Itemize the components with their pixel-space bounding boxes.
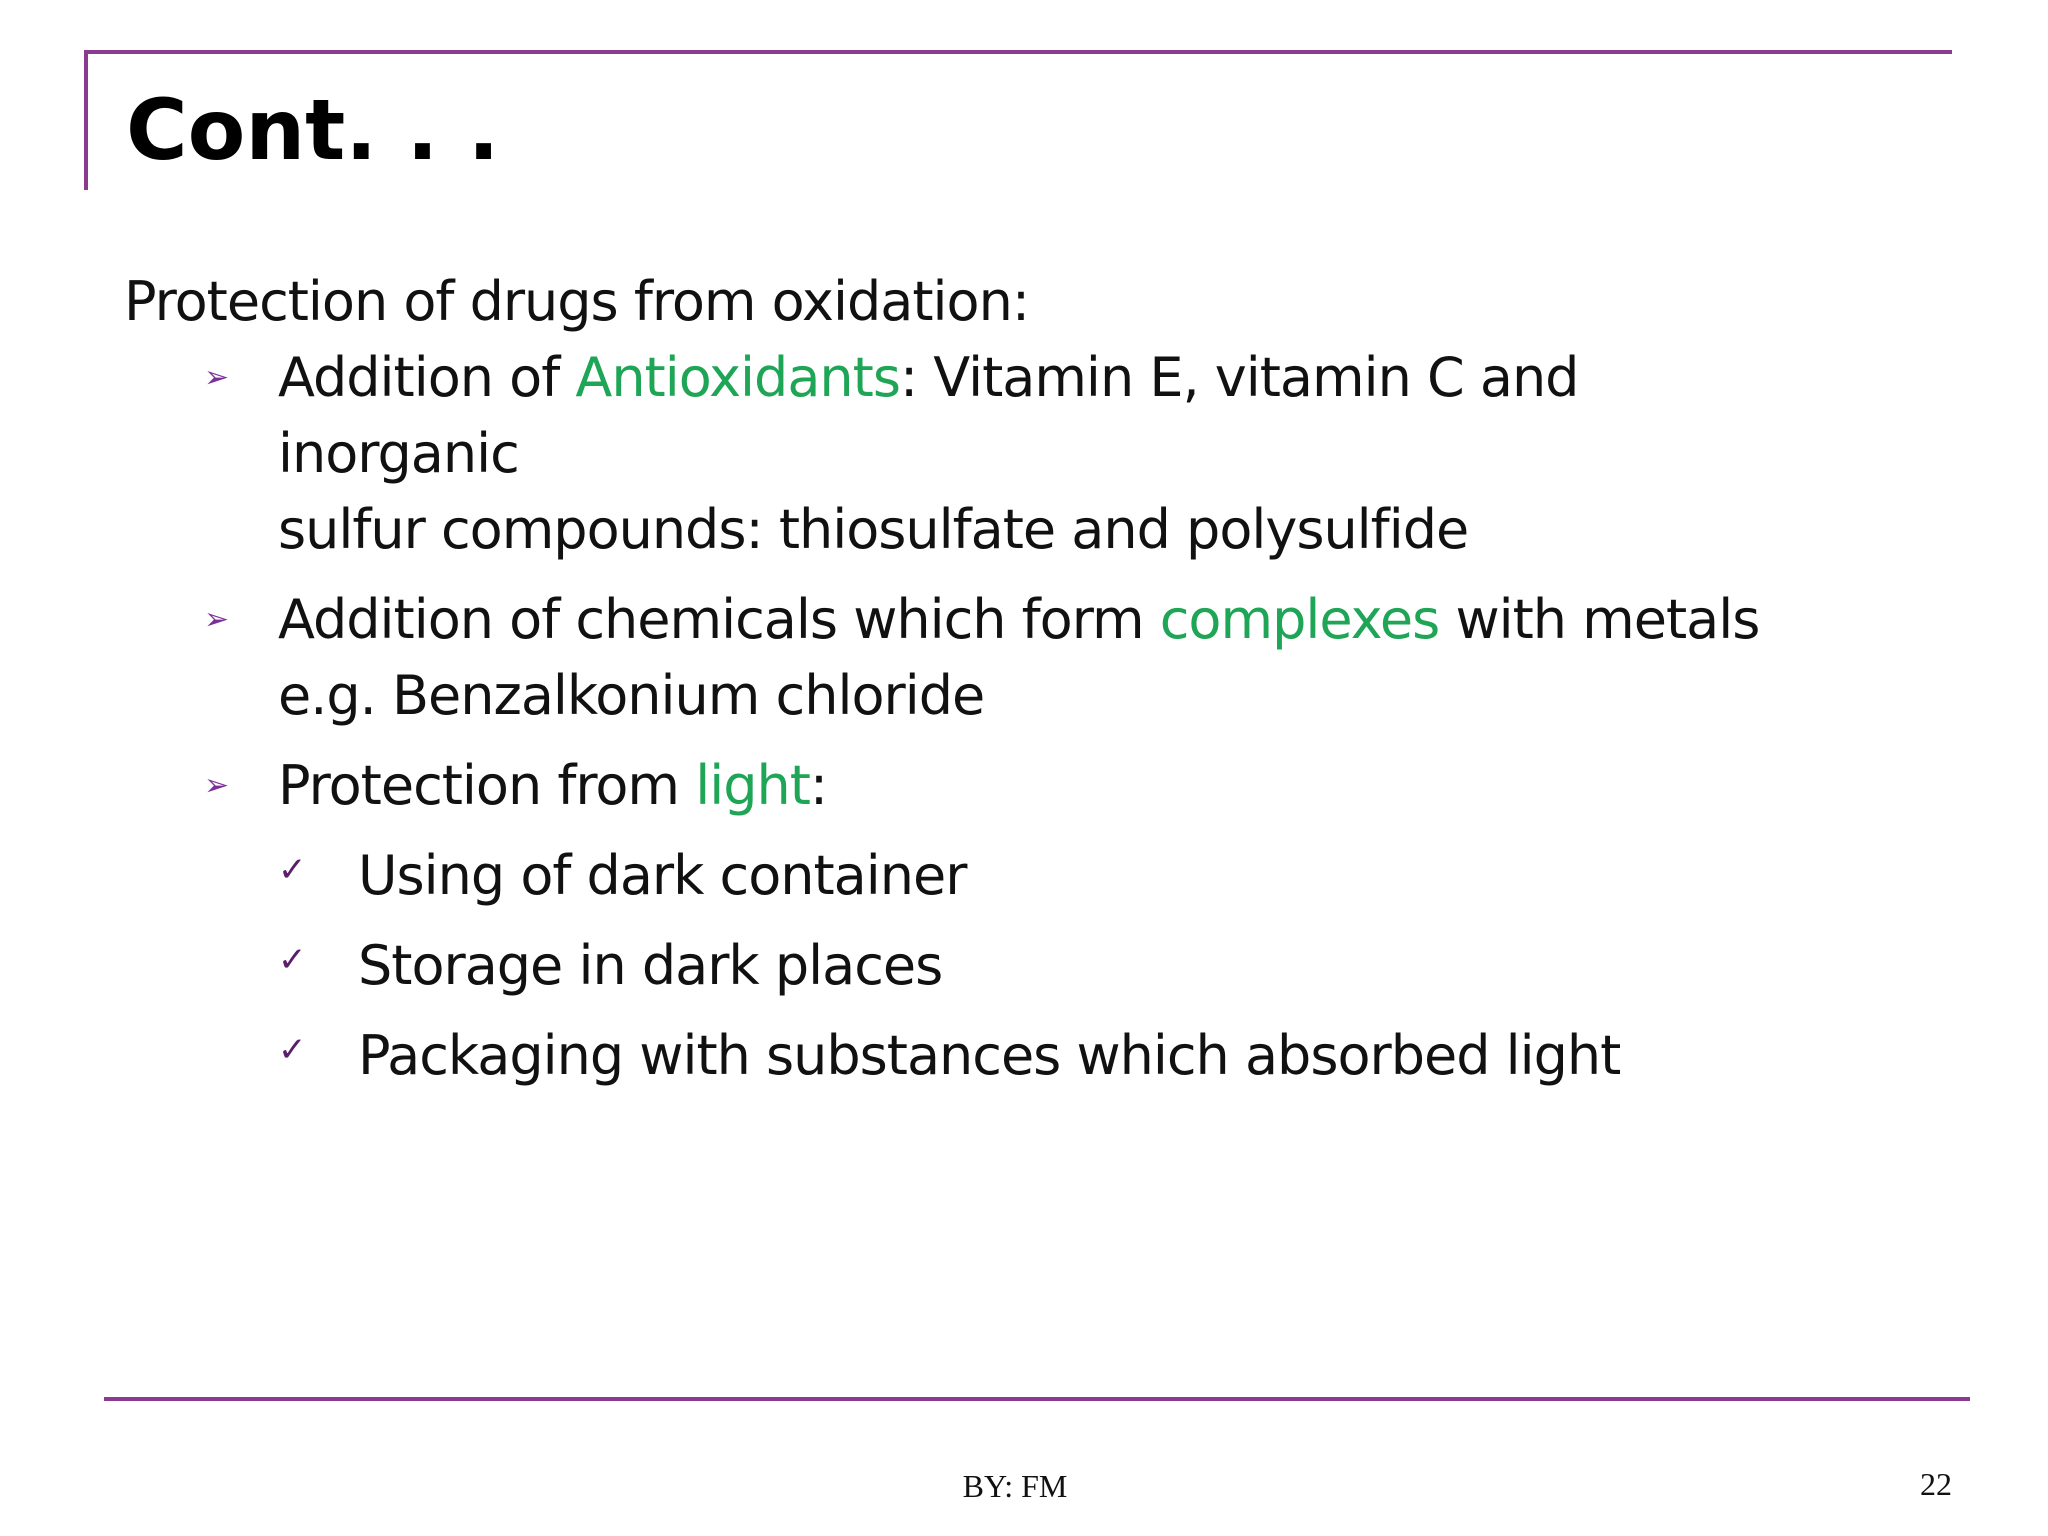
bullet-line — [278, 748, 1884, 824]
bullet-light — [124, 748, 1884, 824]
list-item — [124, 838, 1884, 914]
list-item — [124, 928, 1884, 1004]
arrow-bullet-icon: ➢ — [204, 602, 230, 637]
footer-author: BY: FM — [962, 1468, 1068, 1504]
highlight-antioxidants: Antioxidants — [575, 346, 900, 409]
intro-text: Protection of drugs from oxidation: — [124, 270, 1030, 333]
bullet-line: sulfur compounds: thiosulfate and polysulfide — [278, 498, 1469, 561]
light-sub-list — [124, 838, 1884, 1094]
bullet-line: inorganic — [278, 422, 519, 485]
check-icon: ✓ — [278, 1030, 307, 1070]
check-icon: ✓ — [278, 940, 307, 980]
title-rule-top — [86, 50, 1952, 54]
highlight-light: light — [695, 754, 810, 817]
list-item — [124, 1018, 1884, 1094]
bullet-complexes — [124, 582, 1884, 734]
bullet-text: with metals — [1439, 588, 1760, 651]
check-icon: ✓ — [278, 850, 307, 890]
arrow-bullet-icon: ➢ — [204, 360, 230, 395]
slide-content — [124, 264, 1884, 1094]
bullet-text: Addition of — [278, 346, 576, 409]
page-number: 22 — [1920, 1466, 1952, 1502]
arrow-bullet-icon: ➢ — [204, 768, 230, 803]
bullet-text: Addition of chemicals which form — [278, 588, 1160, 651]
list-item-text: Packaging with substances which absorbed light — [358, 1024, 1621, 1087]
highlight-complexes: complexes — [1159, 588, 1440, 651]
bullet-line: e.g. Benzalkonium chloride — [278, 664, 985, 727]
list-item-text: Storage in dark places — [358, 934, 943, 997]
slide-title: Cont. . . — [126, 81, 500, 179]
bullet-text: : Vitamin E, vitamin C and — [899, 346, 1579, 409]
footer-rule — [104, 1397, 1970, 1401]
bullet-text: : — [809, 754, 828, 817]
list-item-text: Using of dark container — [358, 844, 967, 907]
bullet-line — [278, 582, 1884, 658]
bullet-antioxidants — [124, 340, 1884, 568]
bullet-text: Protection from — [278, 754, 696, 817]
bullet-line — [278, 340, 1884, 416]
title-rule-left — [84, 50, 88, 190]
